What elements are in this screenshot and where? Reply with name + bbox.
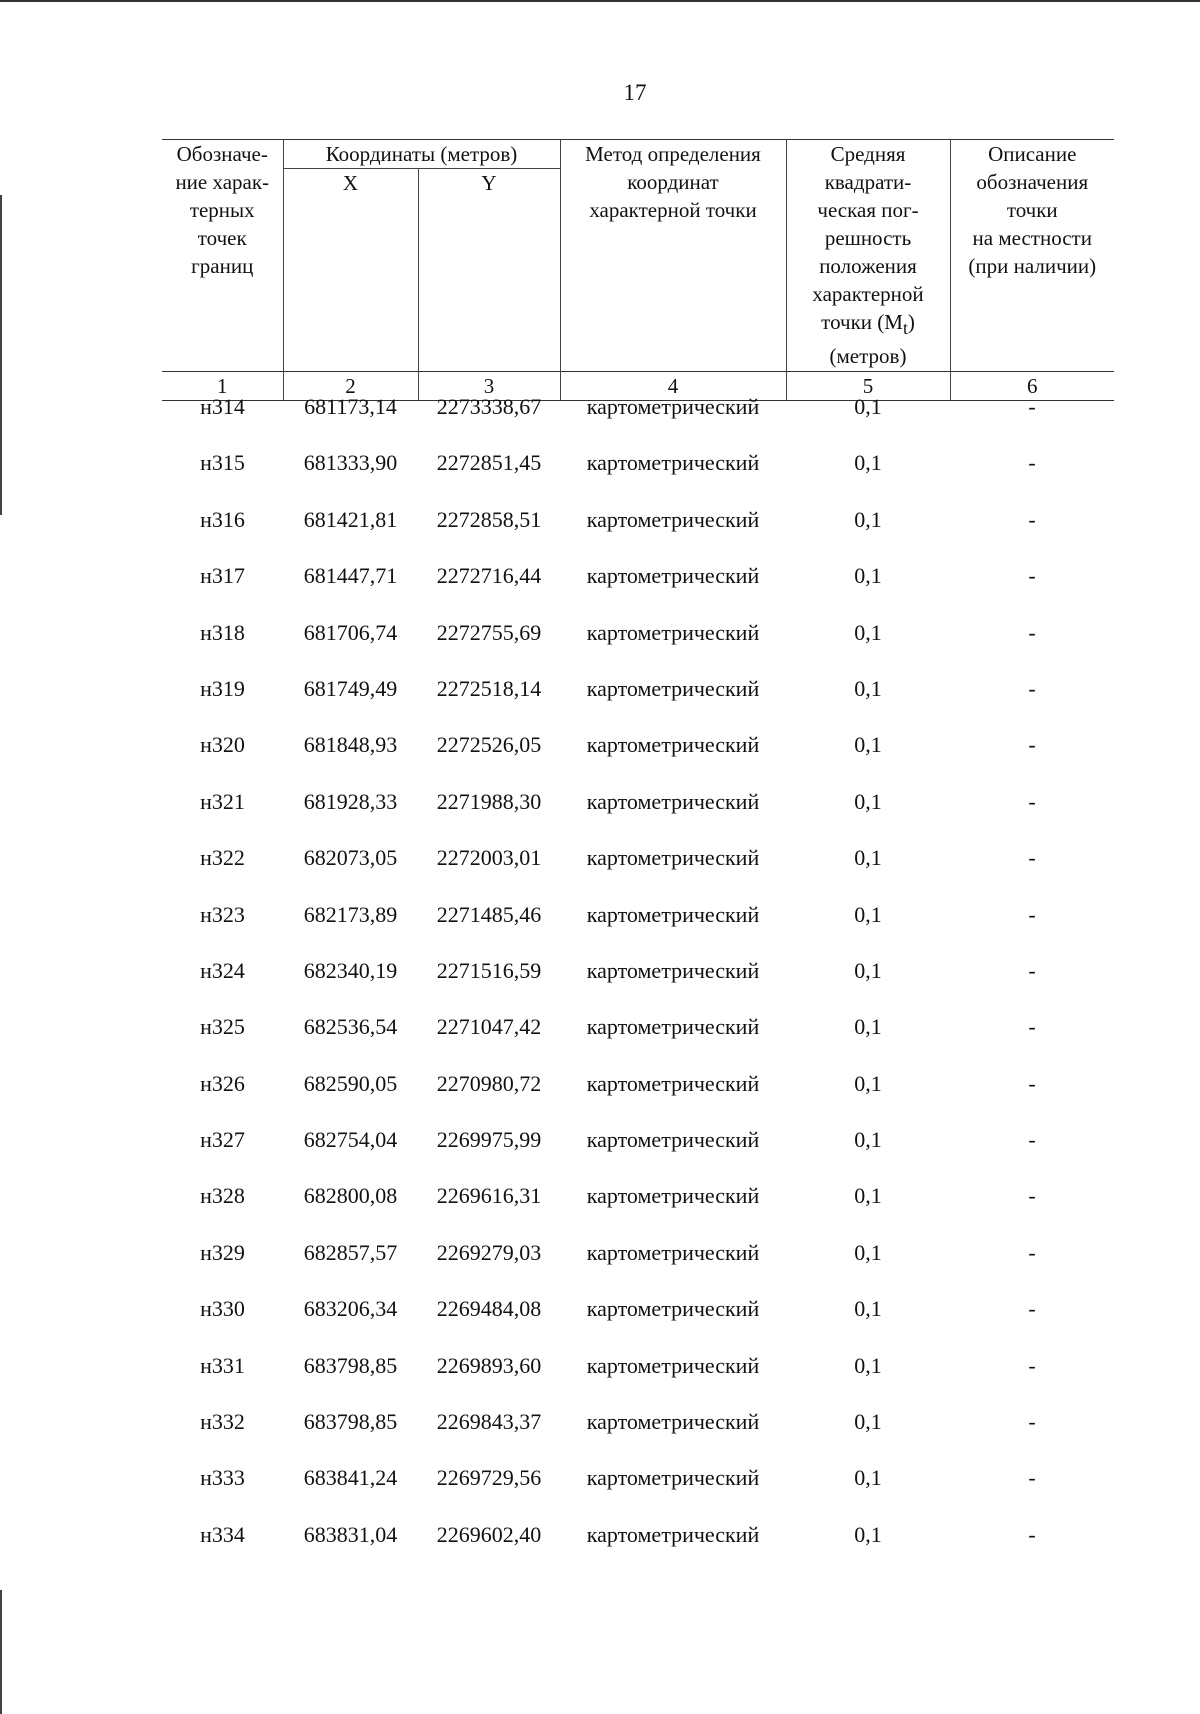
cell-y: 2271047,42: [436, 1014, 542, 1040]
cell-x: 683206,34: [303, 1296, 398, 1322]
cell-method: картометрический: [586, 1014, 760, 1040]
cell-y: 2269279,03: [436, 1239, 542, 1265]
table-header: [162, 139, 1114, 401]
table-row: [162, 1070, 1114, 1126]
table-row: [162, 1352, 1114, 1408]
cell-accuracy: 0,1: [854, 563, 882, 589]
cell-point-id: н314: [200, 394, 245, 419]
cell-point-id: н323: [200, 901, 245, 927]
table-row: [162, 1239, 1114, 1295]
cell-method: картометрический: [586, 901, 760, 927]
cell-method: картометрический: [586, 957, 760, 983]
header-y: Y: [418, 169, 560, 372]
cell-method: картометрический: [586, 450, 760, 476]
cell-accuracy: 0,1: [854, 1183, 882, 1209]
cell-accuracy: 0,1: [854, 1352, 882, 1378]
cell-accuracy: 0,1: [854, 957, 882, 983]
cell-x: 682590,05: [303, 1070, 398, 1096]
table-row: [162, 731, 1114, 787]
table-row: [162, 449, 1114, 505]
cell-method: картометрический: [586, 1521, 760, 1547]
cell-description: -: [1028, 1127, 1036, 1153]
cell-method: картометрический: [586, 506, 760, 532]
cell-description: -: [1028, 1521, 1036, 1547]
column-number: 4: [560, 372, 786, 401]
cell-method: картометрический: [586, 1127, 760, 1153]
cell-accuracy: 0,1: [854, 675, 882, 701]
cell-description: -: [1028, 788, 1036, 814]
cell-y: 2269729,56: [436, 1465, 542, 1491]
table-row: [162, 1182, 1114, 1238]
cell-accuracy: 0,1: [854, 1014, 882, 1040]
cell-point-id: н331: [200, 1352, 245, 1378]
cell-point-id: н317: [200, 563, 245, 589]
table-row: [162, 393, 1114, 449]
cell-y: 2269616,31: [436, 1183, 542, 1209]
cell-accuracy: 0,1: [854, 845, 882, 871]
cell-point-id: н326: [200, 1070, 245, 1096]
cell-x: 683841,24: [303, 1465, 398, 1491]
cell-description: -: [1028, 901, 1036, 927]
cell-point-id: н330: [200, 1296, 245, 1322]
table-row: [162, 1521, 1114, 1577]
cell-accuracy: 0,1: [854, 1409, 882, 1435]
cell-accuracy: 0,1: [854, 1465, 882, 1491]
cell-x: 683798,85: [303, 1409, 398, 1435]
table-row: [162, 788, 1114, 844]
cell-description: -: [1028, 1239, 1036, 1265]
cell-x: 683798,85: [303, 1352, 398, 1378]
cell-method: картометрический: [586, 1183, 760, 1209]
cell-accuracy: 0,1: [854, 506, 882, 532]
cell-point-id: н322: [200, 845, 245, 871]
cell-description: -: [1028, 450, 1036, 476]
cell-description: -: [1028, 1014, 1036, 1040]
cell-y: 2272526,05: [436, 732, 542, 758]
table-row: [162, 1013, 1114, 1069]
table-row: [162, 675, 1114, 731]
cell-description: -: [1028, 1465, 1036, 1491]
cell-point-id: н332: [200, 1409, 245, 1435]
cell-description: -: [1028, 957, 1036, 983]
cell-x: 682536,54: [303, 1014, 398, 1040]
coordinates-table: [162, 393, 1114, 1577]
cell-x: 681928,33: [303, 788, 398, 814]
cell-x: 682340,19: [303, 957, 398, 983]
cell-x: 682800,08: [303, 1183, 398, 1209]
cell-description: -: [1028, 1070, 1036, 1096]
cell-method: картометрический: [586, 1409, 760, 1435]
cell-y: 2272003,01: [436, 845, 542, 871]
header-accuracy-subscript: t: [902, 318, 908, 339]
cell-accuracy: 0,1: [854, 1296, 882, 1322]
cell-x: 681749,49: [303, 675, 398, 701]
cell-point-id: н316: [200, 506, 245, 532]
cell-method: картометрический: [586, 1465, 760, 1491]
column-number: 5: [786, 372, 950, 401]
cell-point-id: н329: [200, 1239, 245, 1265]
cell-point-id: н324: [200, 957, 245, 983]
cell-y: 2272716,44: [436, 563, 542, 589]
table-row: [162, 957, 1114, 1013]
cell-accuracy: 0,1: [854, 732, 882, 758]
cell-accuracy: 0,1: [854, 450, 882, 476]
cell-x: 681333,90: [303, 450, 398, 476]
cell-point-id: н315: [200, 450, 245, 476]
cell-y: 2272755,69: [436, 619, 542, 645]
table-row: [162, 619, 1114, 675]
cell-point-id: н334: [200, 1521, 245, 1547]
cell-method: картометрический: [586, 732, 760, 758]
cell-description: -: [1028, 1352, 1036, 1378]
cell-description: -: [1028, 1296, 1036, 1322]
cell-accuracy: 0,1: [854, 1521, 882, 1547]
cell-description: -: [1028, 619, 1036, 645]
cell-point-id: н318: [200, 619, 245, 645]
cell-point-id: н320: [200, 732, 245, 758]
cell-method: картометрический: [586, 1352, 760, 1378]
table-row: [162, 1408, 1114, 1464]
column-number: 3: [418, 372, 560, 401]
column-number: 2: [283, 372, 418, 401]
cell-method: картометрический: [586, 394, 760, 419]
cell-x: 681421,81: [303, 506, 398, 532]
cell-accuracy: 0,1: [854, 788, 882, 814]
table-row: [162, 901, 1114, 957]
cell-x: 682754,04: [303, 1127, 398, 1153]
header-x: X: [283, 169, 418, 372]
cell-accuracy: 0,1: [854, 1127, 882, 1153]
cell-method: картометрический: [586, 563, 760, 589]
cell-x: 681173,14: [304, 394, 397, 419]
cell-description: -: [1028, 563, 1036, 589]
table-row: [162, 1295, 1114, 1351]
cell-x: 682857,57: [303, 1239, 398, 1265]
cell-description: -: [1028, 1183, 1036, 1209]
scan-edge-mark: [0, 195, 2, 515]
column-number: 1: [162, 372, 283, 401]
cell-point-id: н321: [200, 788, 245, 814]
cell-x: 682173,89: [303, 901, 398, 927]
header-description: Описание обозначения точки на местности (при наличии): [950, 140, 1114, 372]
table-row: [162, 1464, 1114, 1520]
cell-y: 2273338,67: [436, 394, 542, 419]
scan-edge-mark: [0, 1590, 2, 1714]
cell-y: 2269893,60: [436, 1352, 542, 1378]
cell-point-id: н325: [200, 1014, 245, 1040]
page-number: 17: [623, 80, 647, 105]
cell-method: картометрический: [586, 619, 760, 645]
top-border-line: [0, 0, 1200, 2]
cell-x: 682073,05: [303, 845, 398, 871]
cell-y: 2271516,59: [436, 957, 542, 983]
cell-y: 2270980,72: [436, 1070, 542, 1096]
cell-point-id: н327: [200, 1127, 245, 1153]
cell-y: 2272518,14: [436, 675, 542, 701]
cell-accuracy: 0,1: [854, 619, 882, 645]
cell-description: -: [1028, 394, 1036, 419]
cell-description: -: [1028, 675, 1036, 701]
header-coordinates: Координаты (метров): [283, 140, 560, 169]
cell-method: картометрический: [586, 1296, 760, 1322]
header-method: Метод определения координат характерной точки: [560, 140, 786, 372]
table-row: [162, 844, 1114, 900]
cell-description: -: [1028, 845, 1036, 871]
cell-y: 2269975,99: [436, 1127, 542, 1153]
cell-point-id: н319: [200, 675, 245, 701]
cell-x: 681706,74: [303, 619, 398, 645]
cell-method: картометрический: [586, 1070, 760, 1096]
cell-accuracy: 0,1: [854, 394, 882, 419]
cell-method: картометрический: [586, 845, 760, 871]
cell-description: -: [1028, 506, 1036, 532]
cell-method: картометрический: [586, 675, 760, 701]
header-point-designation: Обозначе- ние харак- терных точек границ: [162, 140, 283, 372]
cell-x: 681447,71: [303, 563, 398, 589]
cell-point-id: н333: [200, 1465, 245, 1491]
column-number: 6: [950, 372, 1114, 401]
table-row: [162, 506, 1114, 562]
cell-accuracy: 0,1: [854, 1239, 882, 1265]
cell-accuracy: 0,1: [854, 1070, 882, 1096]
table-row: [162, 562, 1114, 618]
cell-accuracy: 0,1: [854, 901, 882, 927]
cell-y: 2272858,51: [436, 506, 542, 532]
cell-method: картометрический: [586, 1239, 760, 1265]
cell-x: 683831,04: [303, 1521, 398, 1547]
cell-y: 2269843,37: [436, 1409, 542, 1435]
cell-description: -: [1028, 732, 1036, 758]
cell-method: картометрический: [586, 788, 760, 814]
cell-y: 2272851,45: [436, 450, 542, 476]
cell-point-id: н328: [200, 1183, 245, 1209]
table-row: [162, 1126, 1114, 1182]
cell-y: 2269484,08: [436, 1296, 542, 1322]
cell-x: 681848,93: [303, 732, 398, 758]
cell-y: 2269602,40: [436, 1521, 542, 1547]
cell-y: 2271988,30: [436, 788, 542, 814]
cell-description: -: [1028, 1409, 1036, 1435]
cell-y: 2271485,46: [436, 901, 542, 927]
header-accuracy: Средняя квадрати- ческая пог- решность положения характерной точки $(M_t)$ (метров): [786, 140, 950, 372]
